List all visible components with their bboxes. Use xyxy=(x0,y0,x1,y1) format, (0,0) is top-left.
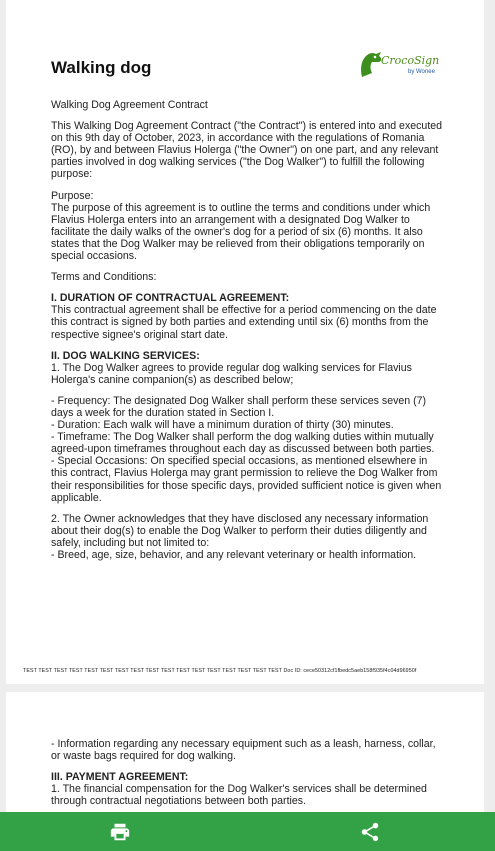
purpose-paragraph: The purpose of this agreement is to outline the terms and conditions under which Flavius Holerga enters into an arrangement with a designated Dog Walker to facilitate the daily walks of the owner's dog for a period of six (6) months. It also states that the Dog Walker may be relieved from their obligations temporarily on special occasions. xyxy=(51,201,431,263)
list-item: - Duration: Each walk will have a minimum duration of thirty (30) minutes. xyxy=(51,419,394,432)
page-1-body xyxy=(51,99,445,561)
section-1-title: I. DURATION OF CONTRACTUAL AGREEMENT: xyxy=(51,292,290,305)
section-2-title: II. DOG WALKING SERVICES: xyxy=(51,349,200,362)
logo-text: CrocoSign xyxy=(381,54,440,67)
document-page-1 xyxy=(6,0,484,684)
section-2-paragraph: 1. The Dog Walker agrees to provide regular dog walking services for Flavius Holerga's canine companion(s) as described below; xyxy=(51,361,412,386)
list-item: - Special Occasions: On specified special occasions, as mentioned elsewhere in this contract, Flavius Holerga may grant permission to relieve the Dog Walker from their responsibilities for those specific days, provided sufficient notice is given when applicable. xyxy=(51,455,442,504)
document-title: Walking dog xyxy=(51,58,152,77)
crocosign-logo xyxy=(358,47,450,83)
section-3-paragraph: 1. The financial compensation for the Dog Walker's services shall be determined through contractual negotiations between both parties. xyxy=(51,783,427,808)
share-button[interactable] xyxy=(356,818,384,846)
list-item: - Breed, age, size, behavior, and any relevant veterinary or health information. xyxy=(51,549,417,561)
section-1-paragraph: This contractual agreement shall be effective for a period commencing on the date this contract is signed by both parties and extending until six (6) months from the respective signee's original start date. xyxy=(51,304,437,341)
section-3-title: III. PAYMENT AGREEMENT: xyxy=(51,771,189,784)
doc-id-footer: TEST TEST TEST TEST TEST TEST TEST TEST TEST TEST TEST TEST TEST TEST TEST TEST TEST Doc ID: cece50312cf1fbedc5aeb158f935f4c04d96950f xyxy=(23,668,417,674)
item-2-paragraph: 2. The Owner acknowledges that they have disclosed any necessary information about their dog(s) to enable the Dog Walker to perform their duties diligently and safely, including but not limited to: xyxy=(51,512,429,549)
print-icon xyxy=(109,821,131,843)
intro-paragraph: This Walking Dog Agreement Contract ("the Contract") is entered into and executed on this 9th day of October, 2023, in accordance with the regulations of Romania (RO), by and between Flavius Holerga ("the Owner") on one part, and any relevant parties involved in dog walking services ("the Dog Walker") to fulfill the following purpose: xyxy=(51,120,443,181)
print-button[interactable] xyxy=(106,818,134,846)
list-item: - Information regarding any necessary equipment such as a leash, harness, collar, or waste bags required for dog walking. xyxy=(51,738,436,763)
page-2-body xyxy=(51,738,445,807)
logo-subtext: by Wonee xyxy=(408,69,435,75)
document-heading: Walking Dog Agreement Contract xyxy=(51,99,208,111)
bottom-action-bar xyxy=(0,812,495,851)
document-page-2 xyxy=(6,692,484,832)
purpose-label: Purpose: xyxy=(51,189,94,202)
list-item: - Timeframe: The Dog Walker shall perform the dog walking duties within mutually agreed-upon timeframes throughout each day as discussed between both parties. xyxy=(51,431,435,456)
share-icon xyxy=(359,821,381,843)
list-item: - Frequency: The designated Dog Walker shall perform these services seven (7) days a week for the duration stated in Section I. xyxy=(51,394,427,419)
terms-label: Terms and Conditions: xyxy=(51,271,157,284)
